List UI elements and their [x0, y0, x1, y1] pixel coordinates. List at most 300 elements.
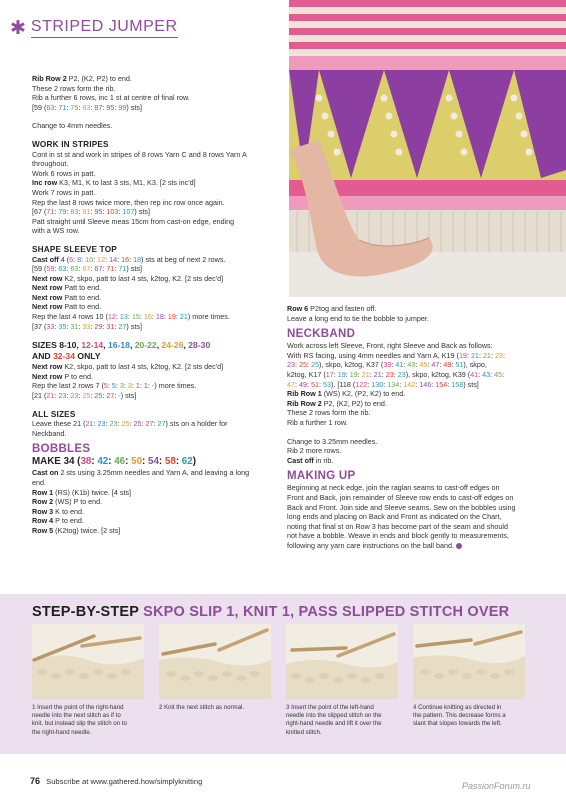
- text-segment: 51: [311, 379, 319, 389]
- text-segment: :: [115, 381, 120, 391]
- text-segment: 27: [118, 321, 127, 331]
- text-segment: :: [139, 312, 144, 322]
- text-line: Change to 4mm needles.: [32, 121, 113, 131]
- step-1-photo: [32, 624, 144, 699]
- text-segment: ,: [183, 340, 189, 351]
- text-segment: :: [78, 264, 83, 274]
- page-header: [10, 18, 178, 38]
- text-segment: :: [54, 102, 59, 112]
- text-segment: :: [90, 102, 95, 112]
- text-line: Work 6 rows in patt.: [32, 168, 96, 178]
- text-segment: ) more times.: [187, 312, 230, 322]
- bobble-row-3: Row 3 K to end.: [32, 506, 84, 516]
- text-segment: 35: [58, 321, 67, 331]
- text-segment: 25: [133, 419, 142, 429]
- text-segment: :: [90, 391, 95, 401]
- text-segment: :: [139, 381, 144, 391]
- text-segment: :: [153, 419, 158, 429]
- text-segment: 23: [494, 350, 503, 360]
- bobble-row-1: Row 1 (RS) (K1b) twice. [4 sts]: [32, 487, 132, 497]
- stitch-count: [32, 391, 276, 401]
- text-segment: :: [175, 312, 180, 322]
- text-line: Back and Front. Join side and Sleeve seams. Sew on the bobbles using: [287, 502, 516, 512]
- text-segment: 43: [482, 369, 491, 379]
- text-segment: 21: [482, 350, 491, 360]
- text-segment: :: [125, 456, 132, 468]
- text-segment: :: [295, 379, 299, 389]
- text-segment: ,: [103, 340, 108, 351]
- text-segment: :: [105, 254, 110, 264]
- text-segment: 28-30: [188, 340, 211, 351]
- text-segment: :: [102, 321, 107, 331]
- text-segment: :: [66, 264, 71, 274]
- text-segment: 21: [179, 312, 188, 322]
- text-segment: 25: [82, 391, 91, 401]
- page-number: 76: [30, 776, 41, 786]
- text-segment: ) sts]: [134, 207, 150, 217]
- text-segment: :: [78, 321, 83, 331]
- text-segment: 122: [355, 379, 368, 389]
- text-segment: 31: [106, 321, 115, 331]
- text-segment: :: [78, 391, 83, 401]
- text-line: Leave a long end to tie the bobble to jumper.: [287, 313, 429, 323]
- text-segment: ) sts]: [126, 321, 142, 331]
- text-segment: 25: [311, 360, 319, 370]
- text-segment: 23: [385, 369, 394, 379]
- text-line: Rep the last 8 rows twice more, then rep inc row once again.: [32, 197, 225, 207]
- text-segment: 45: [419, 360, 428, 370]
- text-segment: :: [131, 381, 136, 391]
- text-segment: :: [127, 312, 132, 322]
- text-segment: :: [502, 369, 505, 379]
- text-segment: 67: [94, 264, 103, 274]
- text-line: Rib a further 6 rows, inc 1 st at centre of final row.: [32, 93, 190, 103]
- bobble-row-4: Row 4 P to end.: [32, 516, 84, 526]
- text-segment: :: [307, 379, 311, 389]
- text-segment: ): [192, 456, 196, 468]
- text-segment: ) sts]: [463, 379, 479, 389]
- text-segment: ,: [76, 340, 82, 351]
- text-line: Work 7 rows in patt.: [32, 187, 96, 197]
- text-segment: ) sts on a holder for: [165, 419, 228, 429]
- text-segment: 18: [155, 312, 164, 322]
- bobble-row-2: Row 2 (WS) P to end.: [32, 497, 103, 507]
- text-segment: 49: [443, 360, 452, 370]
- text-segment: 29: [94, 321, 103, 331]
- text-segment: :: [114, 102, 119, 112]
- text-segment: 33: [46, 321, 55, 331]
- text-segment: 13: [119, 312, 128, 322]
- text-segment: 31: [70, 321, 79, 331]
- text-segment: :: [466, 350, 471, 360]
- text-segment: 71: [58, 102, 67, 112]
- text-segment: 154: [435, 379, 448, 389]
- text-segment: :: [102, 102, 107, 112]
- text-segment: :: [399, 379, 404, 389]
- text-segment: MAKE 34 (: [32, 456, 81, 468]
- step-4: [413, 624, 525, 729]
- text-segment: 16: [143, 312, 152, 322]
- instructions-column-2: [287, 304, 537, 550]
- text-segment: :: [151, 312, 156, 322]
- text-segment: :: [391, 360, 396, 370]
- text-segment: :: [478, 369, 483, 379]
- text-segment: 63: [58, 264, 67, 274]
- text-segment: 27: [106, 391, 115, 401]
- text-segment: 14: [109, 254, 118, 264]
- text-line: long ends and placing on Back and Front as indicated on the Chart,: [287, 512, 502, 522]
- text-segment: :: [357, 369, 362, 379]
- text-segment: 46: [114, 456, 126, 468]
- text-segment: :: [345, 369, 350, 379]
- text-segment: :: [66, 102, 71, 112]
- stitch-count: [32, 207, 276, 217]
- text-segment: 19: [167, 312, 176, 322]
- step-1-caption: 1 Insert the point of the right-hand needle into the next stitch as if to knit, but instead slip the stitch on to the right-hand needle.: [32, 704, 127, 736]
- text-segment: :: [295, 360, 299, 370]
- cast-off-row: Cast off 4 (6: 8: 10: 12: 14: 16: 18) sts at beg of next 2 rows.: [32, 254, 226, 264]
- text-segment: 67: [82, 264, 91, 274]
- text-segment: 32-34: [53, 351, 75, 362]
- bobble-row-5: Row 5 (K2tog) twice. [2 sts]: [32, 525, 121, 535]
- text-segment: :: [114, 321, 119, 331]
- text-segment: 49: [299, 379, 307, 389]
- text-segment: 23: [109, 419, 118, 429]
- text-segment: 51: [455, 360, 464, 370]
- step-1: [32, 624, 144, 737]
- rib-row-2: Rib Row 2 P2, (K2, P2) to end.: [32, 74, 132, 83]
- text-segment: :: [478, 350, 483, 360]
- text-segment: -: [118, 391, 121, 401]
- text-segment: 41: [470, 369, 479, 379]
- text-segment: :: [54, 207, 59, 217]
- text-segment: 62: [181, 456, 193, 468]
- jumper-photo-graphic: [289, 0, 566, 297]
- next-row: Next row Patt to end.: [32, 283, 102, 293]
- text-segment: [21 (: [32, 391, 47, 401]
- text-segment: 5: [111, 381, 116, 391]
- text-segment: 12: [107, 312, 116, 322]
- step-3: [286, 624, 398, 737]
- text-segment: :: [307, 360, 311, 370]
- heading-sizes: [32, 351, 276, 362]
- text-segment: ) sts at beg of next 2 rows.: [141, 254, 226, 264]
- text-segment: :: [123, 381, 128, 391]
- text-segment: 75: [70, 102, 79, 112]
- text-segment: :: [163, 312, 168, 322]
- text-line: These 2 rows form the rib.: [32, 83, 116, 93]
- text-segment: ,: [129, 340, 135, 351]
- text-segment: :: [490, 350, 495, 360]
- subscribe-link[interactable]: Subscribe at www.gathered.how/simplyknitting: [46, 777, 203, 786]
- step-4-photo: [413, 624, 525, 699]
- text-segment: :: [502, 350, 505, 360]
- step-by-step-title: STEP-BY-STEP SKPO SLIP 1, KNIT 1, PASS SLIPPED STITCH OVER: [32, 604, 510, 620]
- text-line: Rib 2 more rows.: [287, 446, 342, 456]
- text-segment: 58: [164, 456, 176, 468]
- text-line: [287, 370, 537, 380]
- text-line: following any yarn care instructions on the ball band.: [287, 541, 537, 551]
- text-line: Patt straight until Sleeve meas 15cm from cast-on edge, ending: [32, 216, 235, 226]
- next-row: Next row K2, skpo, patt to last 4 sts, k2tog, K2. [2 sts dec'd]: [32, 273, 224, 283]
- stitch-count: [32, 264, 276, 274]
- text-segment: 130: [371, 379, 384, 389]
- watermark: PassionForum.ru: [462, 781, 531, 791]
- text-segment: 27: [157, 419, 166, 429]
- cast-on-row: Cast on 2 sts using 3.25mm needles and Yarn A, and leaving a long: [32, 468, 250, 478]
- rib-row-2: Rib Row 2 P2, (K2, P2) to end.: [287, 398, 387, 408]
- text-segment: 79: [58, 207, 67, 217]
- text-segment: :: [114, 391, 119, 401]
- heading-making-up: MAKING UP: [287, 470, 356, 483]
- text-segment: :: [81, 254, 86, 264]
- text-line: noting that final st on Row 3 has become part of the seam and should: [287, 521, 508, 531]
- text-line: Front and Back, join remainder of Sleeve row ends to cast-off edges on: [287, 492, 514, 502]
- text-segment: :: [403, 360, 408, 370]
- text-segment: :: [129, 254, 134, 264]
- text-segment: :: [141, 419, 146, 429]
- bobble-row-6: Row 6 P2tog and fasten off.: [287, 304, 377, 313]
- text-segment: 16: [121, 254, 130, 264]
- text-segment: 71: [118, 264, 127, 274]
- text-segment: 17: [325, 369, 334, 379]
- text-segment: :: [102, 391, 107, 401]
- heading-work-in-stripes: WORK IN STRIPES: [32, 139, 109, 149]
- page-title: STRIPED JUMPER: [31, 18, 178, 38]
- text-segment: 1: [135, 381, 140, 391]
- text-segment: -: [151, 381, 155, 391]
- text-segment: 23: [58, 391, 67, 401]
- text-line: Change to 3.25mm needles.: [287, 436, 378, 446]
- text-segment: :: [102, 207, 107, 217]
- text-segment: 103: [106, 207, 119, 217]
- flower-star-icon: ✱: [10, 17, 26, 39]
- text-segment: 21: [373, 369, 382, 379]
- text-segment: [59 (: [32, 102, 47, 112]
- instructions-column-1: [32, 74, 276, 536]
- text-segment: AND: [32, 351, 54, 362]
- text-segment: :: [90, 321, 95, 331]
- text-segment: With RS facing, using 4mm needles and Yarn A, K19 (: [287, 350, 459, 360]
- text-segment: :: [93, 419, 98, 429]
- text-segment: SIZES 8-10: [32, 340, 77, 351]
- text-segment: 33: [82, 321, 91, 331]
- heading-all-sizes: ALL SIZES: [32, 409, 76, 419]
- text-segment: :: [158, 456, 165, 468]
- text-segment: ). [118 (: [331, 379, 356, 389]
- text-line: [287, 351, 537, 361]
- next-row: Next row Patt to end.: [32, 292, 102, 302]
- text-line: with a WS row.: [32, 226, 80, 236]
- text-segment: 38: [80, 456, 92, 468]
- text-segment: 6: [69, 254, 74, 264]
- text-segment: 53: [323, 379, 331, 389]
- text-segment: Rep the last 2 rows 7 (: [32, 381, 104, 391]
- text-line: Neckband.: [32, 428, 67, 438]
- text-segment: 83: [70, 207, 79, 217]
- text-line: [287, 360, 537, 370]
- text-segment: :: [54, 264, 59, 274]
- text-segment: :: [105, 419, 110, 429]
- text-segment: :: [367, 379, 372, 389]
- text-segment: :: [129, 419, 134, 429]
- text-segment: 71: [46, 207, 55, 217]
- step-4-caption: 4 Continue knitting as directed in the pattern. This decrease forms a slant that slopes towards the left.: [413, 704, 506, 728]
- text-segment: :: [447, 379, 452, 389]
- text-segment: :: [490, 369, 495, 379]
- text-line: Work across left Sleeve, Front, right Sleeve and Back as follows:: [287, 341, 493, 351]
- stitch-count: [32, 103, 276, 113]
- text-segment: 1: [143, 381, 148, 391]
- text-segment: 95: [106, 102, 115, 112]
- text-segment: :: [91, 456, 98, 468]
- text-segment: Rep the last 4 rows 10 (: [32, 312, 108, 322]
- text-segment: :: [78, 102, 83, 112]
- next-row: Next row K2, skpo, patt to last 4 sts, k2tog, K2. [2 sts dec'd]: [32, 362, 224, 372]
- text-segment: :: [66, 321, 71, 331]
- text-line: not have a bobble. Weave in ends and block gently to measurements,: [287, 531, 510, 541]
- text-segment: 146: [419, 379, 432, 389]
- text-segment: [59 (: [32, 264, 47, 274]
- heading-sizes: [32, 340, 276, 351]
- make-count: [32, 456, 276, 468]
- text-segment: ) sts]: [126, 264, 142, 274]
- text-segment: 19: [349, 369, 358, 379]
- stitch-count: [287, 380, 537, 390]
- text-segment: :: [93, 254, 98, 264]
- next-row: Next row Patt to end.: [32, 302, 102, 312]
- rib-row-1: Rib Row 1 (WS) K2, (P2, K2) to end.: [287, 389, 406, 399]
- step-2-photo: [159, 624, 271, 699]
- text-segment: Leave these 21 (: [32, 419, 86, 429]
- step-2: [159, 624, 271, 712]
- text-segment: :: [381, 369, 386, 379]
- text-segment: 21: [85, 419, 94, 429]
- text-segment: :: [108, 456, 115, 468]
- text-segment: :: [90, 207, 95, 217]
- text-segment: 71: [106, 264, 115, 274]
- text-segment: ) sts]: [126, 102, 142, 112]
- text-segment: 3: [127, 381, 132, 391]
- text-line: Beginning at neck edge, join the raglan seams to cast-off edges on: [287, 483, 500, 493]
- text-segment: ONLY: [75, 351, 101, 362]
- text-segment: 47: [431, 360, 440, 370]
- text-segment: 134: [387, 379, 400, 389]
- text-segment: [37 (: [32, 321, 47, 331]
- text-segment: :: [54, 391, 59, 401]
- text-segment: 42: [97, 456, 109, 468]
- text-segment: :: [102, 264, 107, 274]
- text-segment: 19: [337, 369, 346, 379]
- text-segment: :: [415, 379, 420, 389]
- text-segment: :: [107, 381, 112, 391]
- text-segment: 10: [85, 254, 94, 264]
- text-segment: 23: [287, 360, 295, 370]
- text-segment: :: [427, 360, 432, 370]
- text-segment: 142: [403, 379, 416, 389]
- text-segment: :: [54, 321, 59, 331]
- text-segment: 8: [77, 254, 82, 264]
- text-line: [32, 381, 276, 391]
- stitch-count: [32, 322, 276, 332]
- text-segment: :: [90, 264, 95, 274]
- text-segment: 19: [458, 350, 467, 360]
- text-segment: 41: [395, 360, 404, 370]
- text-segment: ) more times.: [154, 381, 197, 391]
- text-segment: 25: [299, 360, 307, 370]
- text-segment: [67 (: [32, 207, 47, 217]
- text-segment: 158: [451, 379, 464, 389]
- text-segment: 12-14: [81, 340, 104, 351]
- text-segment: :: [115, 312, 120, 322]
- text-segment: 59: [46, 264, 55, 274]
- text-segment: ), skpo,: [463, 360, 487, 370]
- text-segment: 83: [82, 102, 91, 112]
- text-line: [32, 312, 276, 322]
- text-segment: ), skpo, k2tog, K37 (: [319, 360, 384, 370]
- text-segment: 50: [131, 456, 143, 468]
- text-segment: 95: [94, 207, 103, 217]
- text-segment: :: [415, 360, 420, 370]
- text-segment: 25: [121, 419, 130, 429]
- text-segment: 23: [70, 391, 79, 401]
- text-segment: :: [78, 207, 83, 217]
- text-line: end.: [32, 478, 46, 487]
- text-segment: 27: [145, 419, 154, 429]
- text-segment: 18: [133, 254, 142, 264]
- text-segment: 15: [131, 312, 140, 322]
- text-segment: :: [142, 456, 149, 468]
- next-row: Next row P to end.: [32, 371, 94, 381]
- text-segment: 45: [494, 369, 503, 379]
- text-segment: :: [383, 379, 388, 389]
- text-segment: :: [73, 254, 78, 264]
- text-segment: :: [66, 391, 71, 401]
- text-line: Cont in st st and work in stripes of 8 rows Yarn C and 8 rows Yarn A: [32, 149, 247, 159]
- text-segment: ) sts]: [120, 391, 137, 401]
- text-line: These 2 rows form the rib.: [287, 408, 371, 418]
- text-segment: 87: [94, 102, 103, 112]
- heading-shape-sleeve-top: SHAPE SLEEVE TOP: [32, 244, 117, 254]
- text-line: throughout.: [32, 159, 69, 169]
- text-segment: ,: [156, 340, 162, 351]
- text-segment: 23: [97, 419, 106, 429]
- page-footer: [30, 776, 202, 786]
- text-segment: 20-22: [134, 340, 157, 351]
- text-segment: ), skpo, k2tog, K39 (: [405, 369, 471, 379]
- text-segment: :: [66, 207, 71, 217]
- text-line: [32, 419, 276, 429]
- heading-bobbles: BOBBLES: [32, 443, 91, 456]
- text-segment: 3: [119, 381, 124, 391]
- text-segment: 63: [46, 102, 55, 112]
- text-segment: 39: [383, 360, 392, 370]
- text-segment: 43: [407, 360, 416, 370]
- text-segment: 4 (: [58, 254, 70, 264]
- text-segment: 47: [287, 379, 295, 389]
- text-segment: :: [333, 369, 338, 379]
- text-segment: 23: [397, 369, 406, 379]
- end-dot-icon: [456, 543, 462, 549]
- text-segment: :: [117, 419, 122, 429]
- text-segment: k2tog, K17 (: [287, 369, 326, 379]
- text-segment: :: [319, 379, 323, 389]
- text-line: Rib a further 1 row.: [287, 417, 348, 427]
- inc-row: Inc row K3, M1, K to last 3 sts, M1, K3. [2 sts inc'd]: [32, 178, 196, 188]
- text-segment: 12: [97, 254, 106, 264]
- text-segment: :: [431, 379, 436, 389]
- text-segment: :: [175, 456, 182, 468]
